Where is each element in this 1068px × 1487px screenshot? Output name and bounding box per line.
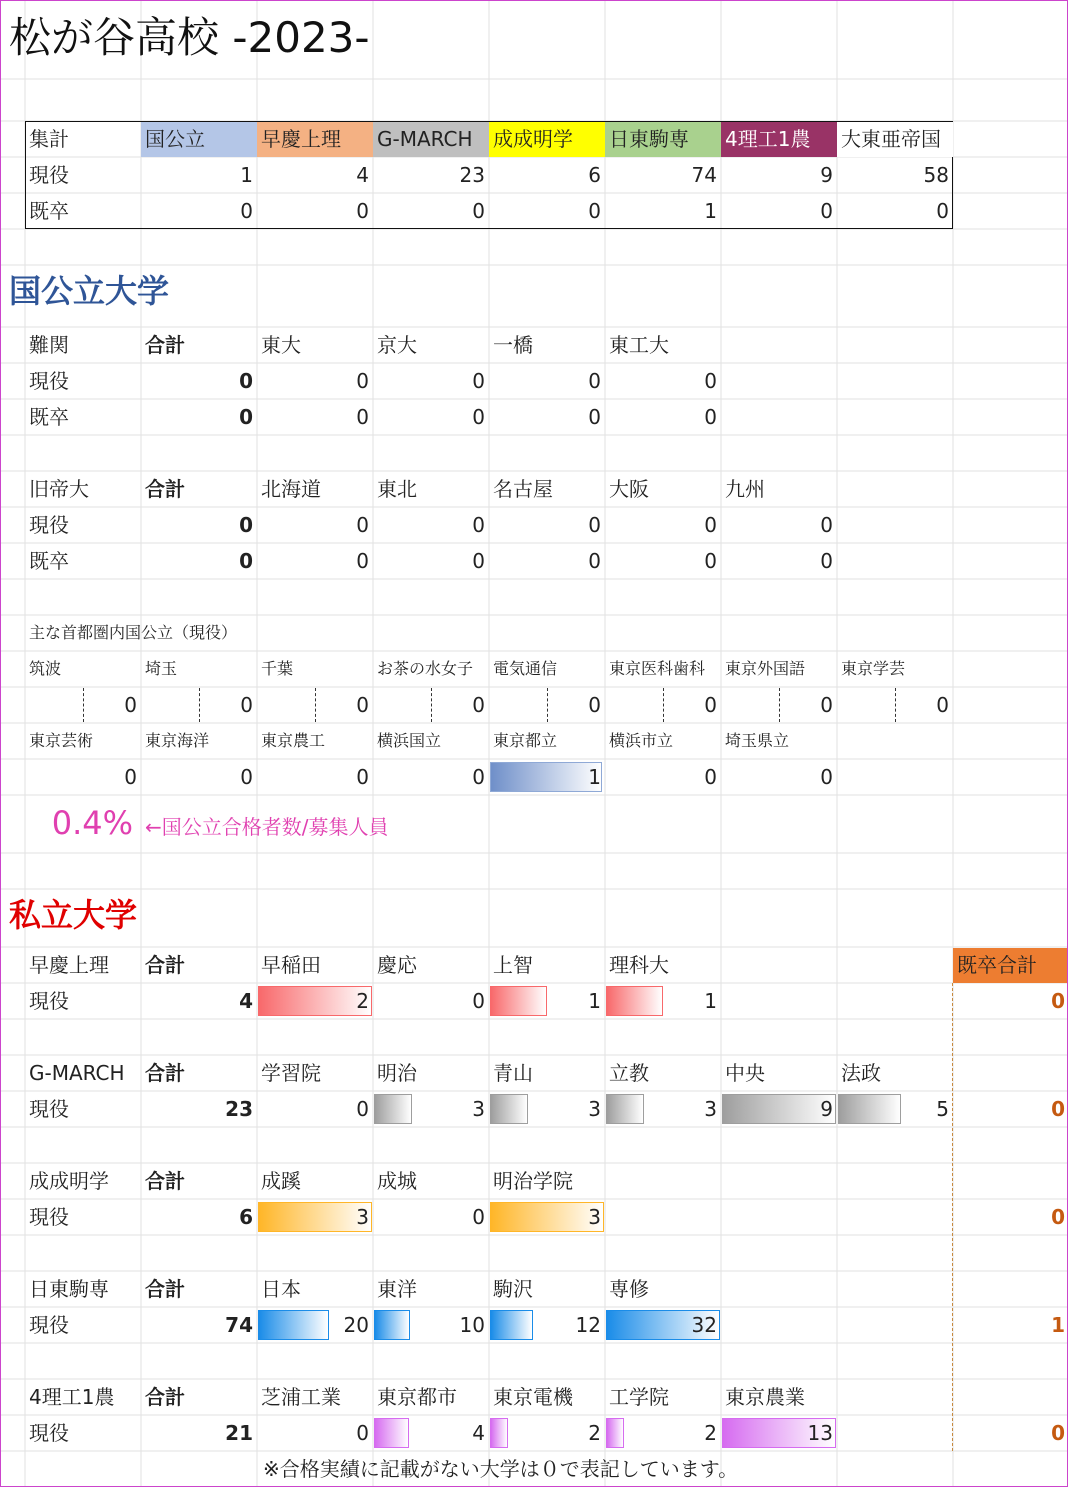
private-value: 2 — [588, 1421, 601, 1445]
private-uni-name: 明治学院 — [493, 1169, 573, 1193]
summary-header-5: 日東駒専 — [609, 127, 689, 151]
private-row-label: 現役 — [29, 1313, 69, 1337]
metro1-dashed-divider — [779, 688, 780, 722]
private-total-label: 合計 — [145, 1061, 185, 1085]
private-uni-name: 青山 — [493, 1061, 533, 1085]
private-row-total: 6 — [239, 1205, 253, 1229]
national-value: 0 — [472, 405, 485, 429]
kisotsu-total: 0 — [1051, 1097, 1065, 1121]
metro1-dashed-divider — [83, 688, 84, 722]
private-uni-name: 中央 — [725, 1061, 765, 1085]
metro1-uni-name: 東京外国語 — [725, 659, 806, 678]
metro1-uni-name: 千葉 — [261, 659, 294, 678]
private-uni-name: 法政 — [841, 1061, 881, 1085]
private-heading: 私立大学 — [9, 896, 138, 934]
national-uni-name: 九州 — [725, 477, 765, 501]
national-uni-name: 東工大 — [609, 333, 669, 357]
summary-value: 0 — [472, 199, 485, 223]
summary-header-4: 成成明学 — [493, 127, 573, 151]
metro1-dashed-divider — [431, 688, 432, 722]
private-group-label: G-MARCH — [29, 1061, 125, 1085]
private-row-label: 現役 — [29, 1097, 69, 1121]
national-uni-name: 京大 — [377, 333, 417, 357]
private-uni-name: 成蹊 — [261, 1169, 301, 1193]
private-value: 4 — [472, 1421, 485, 1445]
private-value: 3 — [704, 1097, 717, 1121]
private-row-label: 現役 — [29, 1421, 69, 1445]
national-value: 0 — [704, 549, 717, 573]
private-value: 3 — [472, 1097, 485, 1121]
metro1-uni-name: 東京医科歯科 — [609, 659, 706, 678]
national-uni-name: 大阪 — [609, 477, 649, 501]
private-group-label: 4理工1農 — [29, 1385, 115, 1409]
metro2-value: 0 — [240, 765, 253, 789]
private-total-label: 合計 — [145, 953, 185, 977]
private-uni-name: 専修 — [609, 1277, 649, 1301]
metro2-value: 0 — [704, 765, 717, 789]
private-uni-name: 東京電機 — [493, 1385, 573, 1409]
national-value: 0 — [820, 513, 833, 537]
national-value: 0 — [588, 549, 601, 573]
private-value: 0 — [472, 989, 485, 1013]
national-value: 0 — [588, 405, 601, 429]
national-value: 0 — [588, 513, 601, 537]
metro2-uni-name: 横浜国立 — [377, 731, 442, 750]
private-total-label: 合計 — [145, 1277, 185, 1301]
summary-header-6: 4理工1農 — [725, 127, 811, 151]
national-value: 0 — [472, 513, 485, 537]
private-row-total: 21 — [225, 1421, 253, 1445]
national-value: 0 — [704, 513, 717, 537]
metro1-dashed-divider — [663, 688, 664, 722]
national-row-total: 0 — [239, 513, 253, 537]
private-uni-name: 芝浦工業 — [261, 1385, 341, 1409]
national-value: 0 — [356, 549, 369, 573]
summary-value: 23 — [459, 163, 485, 187]
private-row-total: 4 — [239, 989, 253, 1013]
kisotsu-total: 0 — [1051, 1421, 1065, 1445]
private-uni-name: 東洋 — [377, 1277, 417, 1301]
summary-value: 1 — [240, 163, 253, 187]
private-value: 20 — [343, 1313, 369, 1337]
summary-value: 4 — [356, 163, 369, 187]
kisotsu-total: 0 — [1051, 989, 1065, 1013]
summary-value: 0 — [588, 199, 601, 223]
private-value: 12 — [575, 1313, 601, 1337]
summary-value: 9 — [820, 163, 833, 187]
summary-value: 0 — [936, 199, 949, 223]
private-value: 0 — [472, 1205, 485, 1229]
private-row-total: 74 — [225, 1313, 253, 1337]
metro2-uni-name: 埼玉県立 — [725, 731, 790, 750]
private-value: 13 — [807, 1421, 833, 1445]
metro1-uni-name: 埼玉 — [145, 659, 178, 678]
private-group-label: 日東駒専 — [29, 1277, 109, 1301]
metro2-uni-name: 東京海洋 — [145, 731, 210, 750]
private-value: 5 — [936, 1097, 949, 1121]
national-row-label: 既卒 — [29, 549, 69, 573]
private-uni-name: 東京農業 — [725, 1385, 805, 1409]
metro1-dashed-divider — [199, 688, 200, 722]
national-value: 0 — [704, 369, 717, 393]
national-ratio: 0.4% — [51, 804, 133, 842]
metro2-uni-name: 東京農工 — [261, 731, 326, 750]
national-total-label: 合計 — [145, 333, 185, 357]
metro2-uni-name: 横浜市立 — [609, 731, 674, 750]
national-ratio-note: ←国公立合格者数/募集人員 — [145, 815, 389, 839]
private-value: 2 — [356, 989, 369, 1013]
private-row-label: 現役 — [29, 989, 69, 1013]
national-value: 0 — [472, 369, 485, 393]
summary-value: 6 — [588, 163, 601, 187]
national-uni-name: 東大 — [261, 333, 301, 357]
summary-value: 0 — [240, 199, 253, 223]
private-uni-name: 立教 — [609, 1061, 649, 1085]
summary-row-label: 既卒 — [29, 199, 69, 223]
national-value: 0 — [588, 369, 601, 393]
private-value: 3 — [588, 1205, 601, 1229]
national-total-label: 合計 — [145, 477, 185, 501]
private-uni-name: 工学院 — [609, 1385, 669, 1409]
summary-header-3: G-MARCH — [377, 127, 473, 151]
national-uni-name: 北海道 — [261, 477, 321, 501]
private-value: 1 — [704, 989, 717, 1013]
private-value: 2 — [704, 1421, 717, 1445]
metro1-uni-name: 東京学芸 — [841, 659, 906, 678]
summary-value: 0 — [820, 199, 833, 223]
kisotsu-total: 1 — [1051, 1313, 1065, 1337]
summary-value: 74 — [691, 163, 717, 187]
private-total-label: 合計 — [145, 1169, 185, 1193]
national-row-label: 現役 — [29, 513, 69, 537]
metro2-value: 0 — [472, 765, 485, 789]
metro-label: 主な首都圏内国公立（現役） — [29, 623, 238, 642]
national-group-label: 旧帝大 — [29, 477, 89, 501]
summary-value: 0 — [356, 199, 369, 223]
metro1-uni-name: 電気通信 — [493, 659, 558, 678]
page-title: 松が谷高校 -2023- — [9, 13, 370, 62]
metro2-uni-name: 東京芸術 — [29, 731, 94, 750]
national-uni-name: 東北 — [377, 477, 417, 501]
private-group-label: 早慶上理 — [29, 953, 109, 977]
private-uni-name: 学習院 — [261, 1061, 321, 1085]
metro2-value: 0 — [820, 765, 833, 789]
private-value: 3 — [356, 1205, 369, 1229]
summary-value: 1 — [704, 199, 717, 223]
metro2-value: 0 — [124, 765, 137, 789]
national-value: 0 — [356, 513, 369, 537]
kisotsu-total: 0 — [1051, 1205, 1065, 1229]
footnote: ※合格実績に記載がない大学は０で表記しています。 — [263, 1457, 739, 1481]
summary-row-label: 現役 — [29, 163, 69, 187]
national-row-total: 0 — [239, 369, 253, 393]
metro1-dashed-divider — [895, 688, 896, 722]
national-value: 0 — [704, 405, 717, 429]
national-uni-name: 名古屋 — [493, 477, 553, 501]
private-uni-name: 上智 — [493, 953, 533, 977]
metro1-value: 0 — [936, 693, 949, 717]
private-uni-name: 早稲田 — [261, 953, 321, 977]
metro1-value: 0 — [356, 693, 369, 717]
private-value: 32 — [691, 1313, 717, 1337]
summary-label: 集計 — [29, 127, 69, 151]
private-value: 0 — [356, 1421, 369, 1445]
metro2-value: 0 — [356, 765, 369, 789]
private-value: 3 — [588, 1097, 601, 1121]
private-value: 10 — [459, 1313, 485, 1337]
national-row-label: 既卒 — [29, 405, 69, 429]
national-value: 0 — [472, 549, 485, 573]
national-group-label: 難関 — [29, 333, 69, 357]
metro2-value: 1 — [588, 765, 601, 789]
private-uni-name: 日本 — [261, 1277, 301, 1301]
summary-header-7: 大東亜帝国 — [841, 127, 941, 151]
summary-header-2: 早慶上理 — [261, 127, 341, 151]
national-row-total: 0 — [239, 405, 253, 429]
private-total-label: 合計 — [145, 1385, 185, 1409]
metro1-value: 0 — [820, 693, 833, 717]
private-value: 0 — [356, 1097, 369, 1121]
metro1-value: 0 — [240, 693, 253, 717]
national-row-label: 現役 — [29, 369, 69, 393]
private-uni-name: 理科大 — [609, 953, 669, 977]
metro1-value: 0 — [588, 693, 601, 717]
national-value: 0 — [356, 369, 369, 393]
private-uni-name: 東京都市 — [377, 1385, 457, 1409]
metro1-dashed-divider — [547, 688, 548, 722]
private-uni-name: 明治 — [377, 1061, 417, 1085]
private-uni-name: 慶応 — [377, 953, 417, 977]
private-row-total: 23 — [225, 1097, 253, 1121]
metro1-uni-name: お茶の水女子 — [377, 659, 474, 678]
metro2-uni-name: 東京都立 — [493, 731, 558, 750]
metro1-value: 0 — [704, 693, 717, 717]
private-value: 1 — [588, 989, 601, 1013]
private-row-label: 現役 — [29, 1205, 69, 1229]
metro1-value: 0 — [124, 693, 137, 717]
private-value: 9 — [820, 1097, 833, 1121]
private-uni-name: 成城 — [377, 1169, 417, 1193]
national-value: 0 — [820, 549, 833, 573]
metro1-value: 0 — [472, 693, 485, 717]
private-group-label: 成成明学 — [29, 1169, 109, 1193]
national-value: 0 — [356, 405, 369, 429]
national-uni-name: 一橋 — [493, 333, 533, 357]
private-uni-name: 駒沢 — [493, 1277, 533, 1301]
metro1-uni-name: 筑波 — [29, 659, 62, 678]
kisotsu-header: 既卒合計 — [957, 953, 1037, 977]
national-heading: 国公立大学 — [9, 272, 170, 310]
summary-header-1: 国公立 — [145, 127, 205, 151]
summary-value: 58 — [923, 163, 949, 187]
national-row-total: 0 — [239, 549, 253, 573]
metro1-dashed-divider — [315, 688, 316, 722]
